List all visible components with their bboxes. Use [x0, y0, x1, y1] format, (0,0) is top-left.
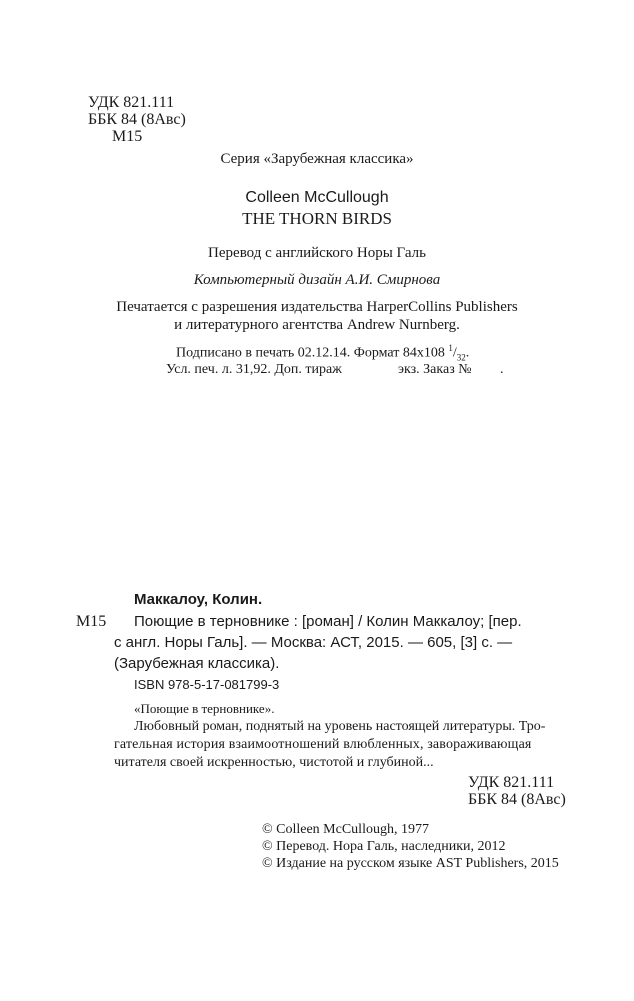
annotation-title: «Поющие в терновнике». — [134, 701, 275, 716]
print-info-text: Подписано в печать 02.12.14. Формат 84х108 — [176, 345, 449, 361]
copyright-line-2: © Перевод. Нора Галь, наследники, 2012 — [262, 839, 506, 854]
catalog-desc-line-1: Поющие в терновнике : [роман] / Колин Маккалоу; [пер. — [134, 613, 522, 630]
annotation-line-1: Любовный роман, поднятый на уровень настоящей литературы. Тро- — [134, 719, 546, 734]
catalog-heading: Маккалоу, Колин. — [134, 591, 263, 608]
print-info-line-1 — [176, 343, 469, 362]
udk-top: УДК 821.111 — [88, 94, 175, 111]
copyright-line-3: © Издание на русском языке AST Publishers, 2015 — [262, 856, 559, 871]
catalog-desc-line-2: с англ. Норы Галь]. — Москва: АСТ, 2015. — 605, [3] с. — — [114, 634, 513, 651]
format-denominator: 32 — [456, 352, 466, 363]
copyright-line-1: © Colleen McCullough, 1977 — [262, 822, 429, 837]
original-title: THE THORN BIRDS — [242, 209, 392, 228]
translation-line: Перевод с английского Норы Галь — [208, 245, 426, 261]
print-info-order: экз. Заказ № — [398, 362, 472, 377]
catalog-isbn: ISBN 978-5-17-081799-3 — [134, 677, 280, 692]
author-mark-top: М15 — [112, 128, 143, 145]
print-info-circulation: Усл. печ. л. 31,92. Доп. тираж — [166, 362, 342, 377]
bbk-bottom: ББК 84 (8Авс) — [468, 791, 566, 808]
permission-line-2: и литературного агентства Andrew Nurnberg. — [174, 317, 460, 333]
design-line: Компьютерный дизайн А.И. Смирнова — [193, 272, 441, 288]
catalog-desc-line-3: (Зарубежная классика). — [114, 655, 280, 672]
udk-bottom: УДК 821.111 — [468, 774, 555, 791]
print-info-end: . — [465, 345, 470, 361]
annotation-line-3: читателя своей искренностью, чистотой и глубиной... — [114, 755, 434, 770]
series-line: Серия «Зарубежная классика» — [220, 151, 414, 167]
bbk-top: ББК 84 (8Авс) — [88, 111, 186, 128]
format-separator: / — [452, 345, 457, 361]
permission-line-1: Печатается с разрешения издательства HarperCollins Publishers — [116, 299, 518, 315]
print-info-line-2 — [166, 362, 506, 378]
original-author: Colleen McCullough — [245, 189, 389, 206]
format-numerator: 1 — [448, 343, 453, 353]
catalog-mark: М15 — [76, 613, 107, 630]
print-info-line2-end: . — [500, 362, 504, 377]
annotation-line-2: гательная история взаимоотношений влюбленных, завораживающая — [114, 737, 532, 752]
